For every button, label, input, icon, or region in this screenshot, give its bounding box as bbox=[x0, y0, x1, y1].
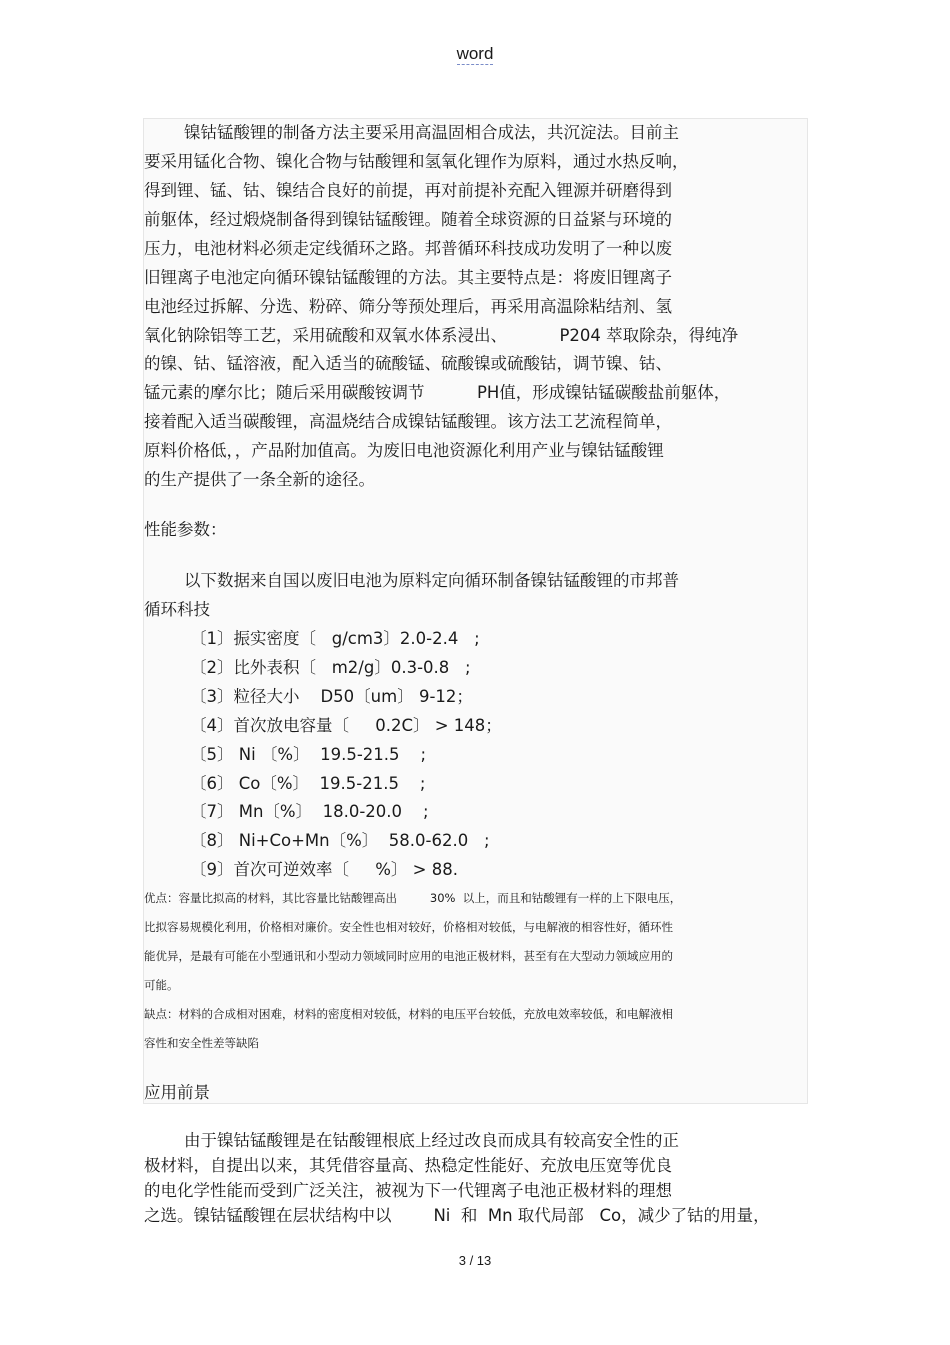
param-item: 〔7〕 Mn〔%〕 18.0-20.0 ; bbox=[190, 802, 429, 821]
param-item: 〔9〕首次可逆效率〔 %〕 > 88. bbox=[190, 860, 458, 879]
param-item: 〔6〕 Co〔%〕 19.5-21.5 ; bbox=[190, 774, 426, 793]
intro-line: 氧化钠除铝等工艺，采用硫酸和双氧水体系浸出、 P204 萃取除杂，得纯净 bbox=[144, 326, 739, 345]
intro-line: 前躯体，经过煅烧制备得到镍钴锰酸锂。随着全球资源的日益紧与环境的 bbox=[144, 210, 672, 229]
application-line: 极材料，自提出以来，其凭借容量高、热稳定性能好、充放电压宽等优良 bbox=[144, 1156, 672, 1175]
intro-line: 压力，电池材料必须走定线循环之路。邦普循环科技成功发明了一种以废 bbox=[144, 239, 672, 258]
application-line: 由于镍钴锰酸锂是在钴酸锂根底上经过改良而成具有较高安全性的正 bbox=[184, 1131, 679, 1150]
param-item: 〔3〕粒径大小 D50〔um〕 9-12； bbox=[190, 687, 473, 706]
page-number: 3 / 13 bbox=[458, 1253, 492, 1268]
application-line: 之选。镍钴锰酸锂在层状结构中以 Ni 和 Mn 取代局部 Co，减少了钴的用量， bbox=[144, 1206, 770, 1225]
source-line: 以下数据来自国以废旧电池为原料定向循环制备镍钴锰酸锂的市邦普 bbox=[184, 571, 679, 590]
source-line: 循环科技 bbox=[144, 600, 210, 619]
intro-line: 旧锂离子电池定向循环镍钴锰酸锂的方法。其主要特点是：将废旧锂离子 bbox=[144, 268, 672, 287]
intro-line: 原料价格低，，产品附加值高。为废旧电池资源化利用产业与镍钴锰酸锂 bbox=[144, 441, 664, 460]
param-item: 〔8〕 Ni+Co+Mn〔%〕 58.0-62.0 ; bbox=[190, 831, 490, 850]
advantages-line: 能优异，是最有可能在小型通讯和小型动力领域同时应用的电池正极材料，甚至有在大型动力领域应用的 bbox=[144, 949, 673, 963]
param-item: 〔2〕比外表积〔 m2/g〕0.3-0.8 ; bbox=[190, 658, 471, 677]
intro-line: 接着配入适当碳酸锂，高温烧结合成镍钴锰酸锂。该方法工艺流程简单， bbox=[144, 412, 672, 431]
params-heading: 性能参数： bbox=[144, 520, 227, 539]
intro-line: 要采用锰化合物、镍化合物与钴酸锂和氢氧化锂作为原料，通过水热反响， bbox=[144, 152, 689, 171]
intro-line: 的镍、钴、锰溶液，配入适当的硫酸锰、硫酸镍或硫酸钴，调节镍、钴、 bbox=[144, 354, 672, 373]
intro-line: 电池经过拆解、分选、粉碎、筛分等预处理后，再采用高温除粘结剂、氢 bbox=[144, 297, 672, 316]
header-title: word bbox=[456, 44, 494, 63]
disadvantages-line: 容性和安全性差等缺陷 bbox=[144, 1036, 259, 1050]
disadvantages-line: 缺点：材料的合成相对困难，材料的密度相对较低，材料的电压平台较低，充放电效率较低，和电解液相 bbox=[144, 1007, 673, 1021]
advantages-line: 比拟容易规模化利用，价格相对廉价。安全性也相对较好，价格相对较低，与电解液的相容性好，循环性 bbox=[144, 920, 673, 934]
param-item: 〔1〕振实密度〔 g/cm3〕2.0-2.4 ; bbox=[190, 629, 480, 648]
advantages-line: 可能。 bbox=[144, 978, 179, 992]
intro-line: 得到锂、锰、钴、镍结合良好的前提，再对前提补充配入锂源并研磨得到 bbox=[144, 181, 672, 200]
param-item: 〔5〕 Ni 〔%〕 19.5-21.5 ; bbox=[190, 745, 427, 764]
param-item: 〔4〕首次放电容量〔 0.2C〕 > 148； bbox=[190, 716, 502, 735]
application-heading: 应用前景 bbox=[144, 1083, 210, 1102]
page-header bbox=[0, 44, 950, 64]
intro-line: 锰元素的摩尔比；随后采用碳酸铵调节 PH值，形成镍钴锰碳酸盐前躯体， bbox=[144, 383, 731, 402]
intro-line: 镍钴锰酸锂的制备方法主要采用高温固相合成法，共沉淀法。目前主 bbox=[184, 123, 679, 142]
application-line: 的电化学性能而受到广泛关注，被视为下一代锂离子电池正极材料的理想 bbox=[144, 1181, 672, 1200]
advantages-line: 优点：容量比拟高的材料，其比容量比钴酸锂高出 30% 以上，而且和钴酸锂有一样的上下限电压， bbox=[144, 891, 682, 905]
intro-line: 的生产提供了一条全新的途径。 bbox=[144, 470, 375, 489]
